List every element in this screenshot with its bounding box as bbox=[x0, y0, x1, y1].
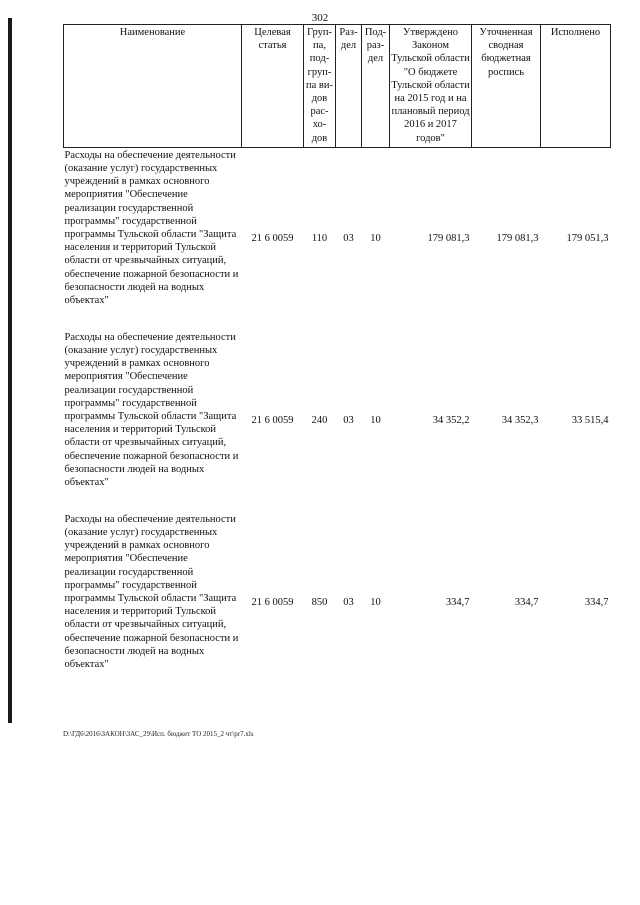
row-refined: 34 352,3 bbox=[501, 415, 539, 427]
header-refined: Уточненная сводная бюджетная роспись bbox=[472, 25, 541, 148]
budget-table bbox=[63, 24, 611, 694]
row-target-article: 21 6 0059 bbox=[251, 233, 294, 245]
header-name: Наименование bbox=[64, 25, 242, 148]
header-executed: Исполнено bbox=[541, 25, 611, 148]
row-approved: 34 352,2 bbox=[432, 415, 470, 427]
header-approved: Утверждено Законом Тульской области "О бюджете Тульской области на 2015 год и на плановый период 2016 и 2017 годов" bbox=[390, 25, 472, 148]
row-expense-group: 240 bbox=[311, 415, 328, 427]
row-refined: 179 081,3 bbox=[496, 233, 539, 245]
row-subsection: 10 bbox=[370, 597, 381, 609]
scan-edge-bar bbox=[8, 18, 12, 723]
file-path-footer: D:\ГД6\2016\ЗАКОН\ЗАС_29\Исп. бюджет ТО 2015_2 чт\pr7.xls bbox=[63, 730, 254, 738]
row-executed: 334,7 bbox=[584, 597, 609, 609]
row-section: 03 bbox=[343, 597, 354, 609]
row-expense-group: 110 bbox=[311, 233, 328, 245]
row-approved: 179 081,3 bbox=[427, 233, 470, 245]
row-name: Расходы на обеспечение деятельности (оказание услуг) государственных учреждений в рамках основного мероприятия "Обеспечение реализации государственной программы" государственной программы Тульской области "Защита населения и территорий Тульской области от чрезвычайных ситуаций, обеспечение пожарной безопасности и безопасности людей на водных объектах" bbox=[64, 331, 239, 489]
row-section: 03 bbox=[343, 415, 354, 427]
table-row bbox=[64, 330, 611, 512]
header-expense-group: Груп-па, под-груп-па ви-дов рас-хо-дов bbox=[304, 25, 336, 148]
row-refined: 334,7 bbox=[514, 597, 539, 609]
header-target-article: Целевая статья bbox=[242, 25, 304, 148]
row-target-article: 21 6 0059 bbox=[251, 597, 294, 609]
table-row bbox=[64, 147, 611, 330]
row-approved: 334,7 bbox=[445, 597, 470, 609]
table-row bbox=[64, 512, 611, 694]
row-subsection: 10 bbox=[370, 415, 381, 427]
table-header-row bbox=[64, 25, 611, 148]
header-section: Раз-дел bbox=[336, 25, 362, 148]
row-section: 03 bbox=[343, 233, 354, 245]
row-expense-group: 850 bbox=[311, 597, 328, 609]
row-subsection: 10 bbox=[370, 233, 381, 245]
page-number: 302 bbox=[311, 12, 329, 24]
header-subsection: Под-раз-дел bbox=[362, 25, 390, 148]
row-executed: 33 515,4 bbox=[571, 415, 609, 427]
row-executed: 179 051,3 bbox=[566, 233, 609, 245]
row-name: Расходы на обеспечение деятельности (оказание услуг) государственных учреждений в рамках основного мероприятия "Обеспечение реализации государственной программы" государственной программы Тульской области "Защита населения и территорий Тульской области от чрезвычайных ситуаций, обеспечение пожарной безопасности и безопасности людей на водных объектах" bbox=[64, 149, 239, 307]
row-name: Расходы на обеспечение деятельности (оказание услуг) государственных учреждений в рамках основного мероприятия "Обеспечение реализации государственной программы" государственной программы Тульской области "Защита населения и территорий Тульской области от чрезвычайных ситуаций, обеспечение пожарной безопасности и безопасности людей на водных объектах" bbox=[64, 513, 239, 671]
row-target-article: 21 6 0059 bbox=[251, 415, 294, 427]
